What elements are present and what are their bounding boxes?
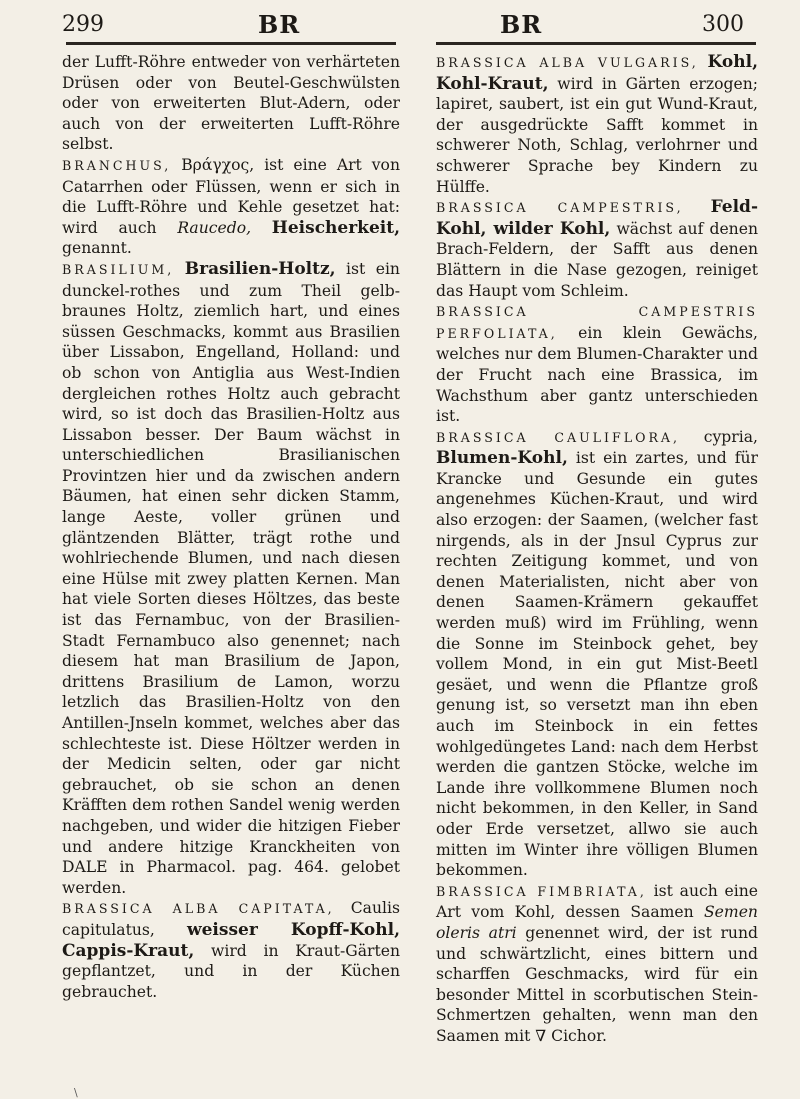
dictionary-entry <box>62 155 400 259</box>
latin-term: Raucedo, <box>177 218 252 237</box>
entry-text: ist eine Art von Catarrhen oder Flüssen, wenn er sich in die Lufft-Röhre und Kehle gesetzet hat: wird auch <box>62 155 400 237</box>
entry-headword: Feld-Kohl, wilder Kohl, <box>436 197 758 239</box>
greek-term: Βράγχος, <box>181 155 255 174</box>
dictionary-entry <box>436 427 758 881</box>
right-column <box>436 52 758 1047</box>
left-page-number: 299 <box>62 12 104 37</box>
entry-term: BRASSICA CAMPESTRIS PERFOLIATA, <box>436 304 758 341</box>
dictionary-entry <box>436 301 758 427</box>
right-header-rule <box>436 42 756 45</box>
entry-headword: Heischerkeit, <box>271 217 400 238</box>
entry-tail: genannt. <box>62 239 132 258</box>
entry-text: wird in Gärten erzogen; lapiret, saubert, ist ein gut Wund-Kraut, der ausgedrückte Safft kommet in schwerer Noth, Schlag, verlohrner und schwerer Sprache bey Kindern zu Hülffe. <box>436 74 758 196</box>
entry-text: ist ein dunckel-rothes und zum Theil gelb-braunes Holtz, ziemlich hart, und eines süssen Geschmacks, kommt aus Brasilien über Lissabon, Engelland, Holland: und ob schon von Antiglia aus West-Indien dergleichen rothes Holtz auch gebracht wird, so ist doch das Brasilien-Holtz aus Lissabon besser. Der Baum wächst in unterschiedlichen Brasilianischen Provintzen hier und da zwischen andern Bäumen, hat einen sehr dicken Stamm, lange Aeste, voller grünen und gläntzenden Blätter, trägt rothe und wohlriechende Blumen, und nach diesen eine Hülse mit zwey platten Kernen. Man hat viele Sorten dieses Höltzes, das beste ist das Fernambuc, von der Brasilien-Stadt Fernambuco also genennet; nach diesem hat man Brasilium de Japon, drittens Brasilium de Lamon, worzu letzlich das Brasilien-Holtz von den Antillen-Jnseln kommet, welches aber das schlechteste ist. Diese Höltzer werden in der Medicin selten, oder gar nicht gebrauchet, ob sie schon an denen Kräfften dem rothen Sandel wenig werden nachgeben, und wider die hitzigen Fieber und andere hitzige Kranckheiten von DALE in Pharmacol. pag. 464. gelobet werden. <box>62 259 400 897</box>
left-column <box>62 52 400 1002</box>
entry-text: der Lufft-Röhre entweder von verhärteten Drüsen oder von Beutel-Geschwülsten oder von erweiterten Blut-Adern, oder auch von der erweiterten Lufft-Röhre selbst. <box>62 53 400 154</box>
entry-term: BRASSICA CAMPESTRIS, <box>436 200 684 216</box>
entry-term: BRASSICA CAULIFLORA, <box>436 429 681 445</box>
dictionary-entry <box>62 898 400 1002</box>
entry-headword: weisser Kopff-Kohl, Cappis-Kraut, <box>62 919 400 961</box>
dictionary-entry <box>436 52 758 197</box>
entry-text: ein klein Gewächs, welches nur dem Blumen-Charakter und der Frucht nach eine Brassica, im Wachsthum aber gantz unterschieden ist. <box>436 323 758 426</box>
entry-text: ist auch eine Art vom Kohl, dessen Saamen <box>436 881 758 922</box>
entry-tail: genennet wird, der ist rund und schwärtzlicht, eines bittern und scharffen Geschmacks, wird für ein besonder Mittel in scorbutischen Stein-Schmertzen gehalten, wenn man den Saamen mit ∇ Cichor. <box>436 923 758 1045</box>
entry-term: BRASSICA ALBA VULGARIS, <box>436 55 699 70</box>
right-page-number: 300 <box>702 12 744 37</box>
entry-term: BRASSICA FIMBRIATA, <box>436 883 647 899</box>
entry-text: wird in Kraut-Gärten gepflantzet, und in der Küchen gebrauchet. <box>62 941 400 1001</box>
dictionary-entry <box>436 197 758 301</box>
dictionary-entry <box>436 881 758 1047</box>
latin-term: Semen oleris atri <box>436 903 758 942</box>
entry-headword: Brasilien-Holtz, <box>184 258 336 279</box>
dictionary-entry <box>62 259 400 898</box>
latin-term: Caulis capitulatus, <box>62 899 400 939</box>
text-paragraph <box>62 52 400 155</box>
entry-term: BRANCHUS, <box>62 157 172 173</box>
footer-mark: \ <box>74 1086 78 1099</box>
latin-term: cypria, <box>703 427 758 446</box>
entry-term: BRASSICA ALBA CAPITATA, <box>62 901 335 917</box>
entry-text: wächst auf denen Brach-Feldern, der Safft aus denen Blättern in die Nase gezogen, reiniget das Haupt vom Schleim. <box>436 219 758 300</box>
entry-term: BRASILIUM, <box>62 261 175 277</box>
right-running-head: BR <box>500 10 543 39</box>
entry-headword: Blumen-Kohl, <box>436 448 568 469</box>
entry-headword: Kohl, Kohl-Kraut, <box>436 52 758 94</box>
left-running-head: BR <box>258 10 301 39</box>
entry-text: ist ein zartes, und für Krancke und Gesunde ein gutes angenehmes Küchen-Kraut, und wird also erzogen: der Saamen, (welcher fast nirgends, als in der Jnsul Cyprus zur rechten Zeitigung kommet, und von denen Materialisten, nicht aber von denen Saamen-Krämern gekauffet werden muß) wird im Frühling, wenn die Sonne im Steinbock gehet, bey vollem Mond, in ein gut Mist-Beetl gesäet, und wenn die Pflantze groß genung ist, so versetzt man ihn eben auch im Steinbock in ein fettes wohlgedüngetes Land: nach dem Herbst werden die gantzen Stöcke, welche im Lande ihre vollkommene Blumen noch nicht bekommen, in den Keller, in Sand oder Erde versetzet, allwo sie auch mitten im Winter ihre völligen Blumen bekommen. <box>436 449 758 880</box>
left-header-rule <box>66 42 396 45</box>
